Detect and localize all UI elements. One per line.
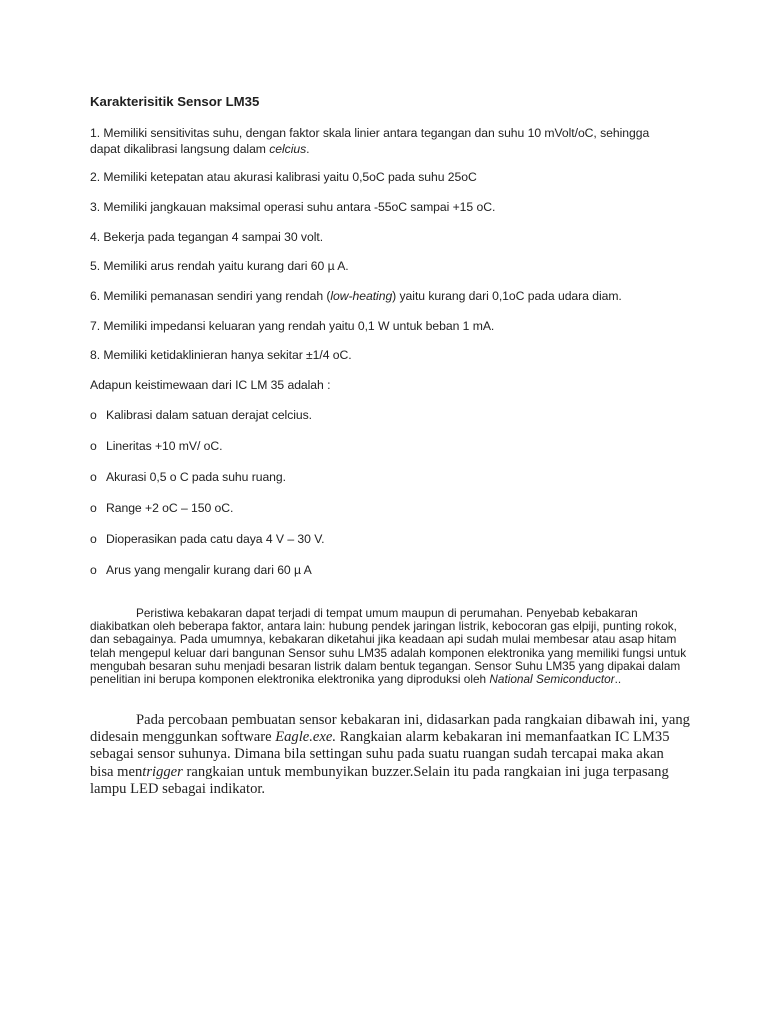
item-text: Memiliki ketidaklinieran hanya sekitar ±1/4 oC. — [103, 348, 352, 362]
paragraph-fire-hazard — [90, 607, 690, 686]
list-item-3 — [90, 200, 495, 214]
paragraph-text: Pada percobaan pembuatan sensor kebakaran ini, didasarkan pada rangkaian dibawah ini, yang didesain menggunkan software — [90, 712, 690, 746]
item-text: Memiliki arus rendah yaitu kurang dari 60 µ A. — [103, 259, 349, 273]
feature-item-3 — [90, 470, 286, 484]
feature-item-5 — [90, 532, 324, 546]
item-emphasis: low-heating — [330, 289, 393, 303]
feature-item-2 — [90, 439, 222, 453]
paragraph-text: Peristiwa kebakaran dapat terjadi di tempat umum maupun di perumahan. Penyebab kebakaran diakibatkan oleh beberapa faktor, antara lain: hubung pendek jaringan listrik, kebocoran gas elpiji, punting rokok, dan sebagainya. Pada umumnya, kebakaran diketahui jika keadaan api sudah mulai membesar atau asap hitam telah mengepul keluar dari bangunan Sensor suhu LM35 adalah komponen elektronika yang memiliki fungsi untuk mengubah besaran suhu menjadi besaran listrik dalam bentuk tegangan. Sensor Suhu LM35 yang dipakai dalam penelitian ini berupa komponen elektronika elektronika yang diproduksi oleh — [90, 606, 687, 687]
bullet-icon: o — [90, 408, 97, 422]
item-text: Memiliki jangkauan maksimal operasi suhu antara -55oC sampai +15 oC. — [103, 200, 496, 214]
item-number: 1. — [90, 126, 101, 140]
feature-text: Lineritas +10 mV/ oC. — [106, 439, 223, 453]
feature-text: Akurasi 0,5 o C pada suhu ruang. — [106, 470, 286, 484]
paragraph-text: rangkaian untuk membunyikan buzzer.Selain itu pada rangkaian ini juga terpasang lampu LED sebagai indikator. — [90, 763, 669, 797]
list-item-2 — [90, 170, 477, 184]
paragraph-circuit-description — [90, 712, 690, 798]
item-text: Bekerja pada tegangan 4 sampai 30 volt. — [103, 230, 324, 244]
bullet-icon: o — [90, 439, 97, 453]
item-number: 7. — [90, 319, 101, 333]
feature-text: Kalibrasi dalam satuan derajat celcius. — [106, 408, 313, 422]
bullet-icon: o — [90, 563, 97, 577]
paragraph-emphasis: trigger — [142, 763, 183, 780]
item-text: dapat dikalibrasi langsung dalam — [90, 142, 270, 156]
item-text: Memiliki impedansi keluaran yang rendah yaitu 0,1 W untuk beban 1 mA. — [103, 319, 495, 333]
paragraph-text: .. — [614, 672, 622, 687]
paragraph-text: Rangkaian alarm kebakaran ini memanfaatkan IC LM35 sebagai sensor suhunya. Dimana bila settingan suhu pada suatu ruangan sudah tercapai maka akan bisa men — [90, 729, 670, 780]
item-text: Memiliki ketepatan atau akurasi kalibrasi yaitu 0,5oC pada suhu 25oC — [103, 170, 477, 184]
list-item-4 — [90, 230, 323, 244]
item-text: . — [306, 142, 310, 156]
list-item-8 — [90, 348, 352, 362]
item-number: 5. — [90, 259, 101, 273]
list-item-5 — [90, 259, 349, 273]
item-number: 6. — [90, 289, 101, 303]
paragraph-emphasis: National Semiconductor — [489, 672, 615, 687]
item-number: 2. — [90, 170, 101, 184]
item-number: 8. — [90, 348, 101, 362]
bullet-icon: o — [90, 470, 97, 484]
page-title: Karakterisitik Sensor LM35 — [90, 94, 260, 109]
item-text: Memiliki sensitivitas suhu, dengan faktor skala linier antara tegangan dan suhu 10 mVolt/oC, sehingga — [103, 126, 650, 140]
list-item-7 — [90, 319, 494, 333]
bullet-icon: o — [90, 532, 97, 546]
feature-item-6 — [90, 563, 312, 577]
item-number: 4. — [90, 230, 101, 244]
item-number: 3. — [90, 200, 101, 214]
feature-text: Arus yang mengalir kurang dari 60 µ A — [106, 563, 312, 577]
item-text: Memiliki pemanasan sendiri yang rendah ( — [103, 289, 331, 303]
feature-item-1 — [90, 408, 312, 422]
feature-text: Dioperasikan pada catu daya 4 V – 30 V. — [106, 532, 325, 546]
paragraph-emphasis: Eagle.exe. — [275, 729, 336, 746]
features-intro: Adapun keistimewaan dari IC LM 35 adalah : — [90, 378, 331, 392]
feature-item-4 — [90, 501, 233, 515]
feature-text: Range +2 oC – 150 oC. — [106, 501, 234, 515]
item-emphasis: celcius — [269, 142, 307, 156]
list-item-6 — [90, 289, 622, 303]
list-item-1 — [90, 126, 649, 140]
item-text: ) yaitu kurang dari 0,1oC pada udara diam. — [392, 289, 622, 303]
list-item-1-continuation — [90, 142, 310, 156]
bullet-icon: o — [90, 501, 97, 515]
